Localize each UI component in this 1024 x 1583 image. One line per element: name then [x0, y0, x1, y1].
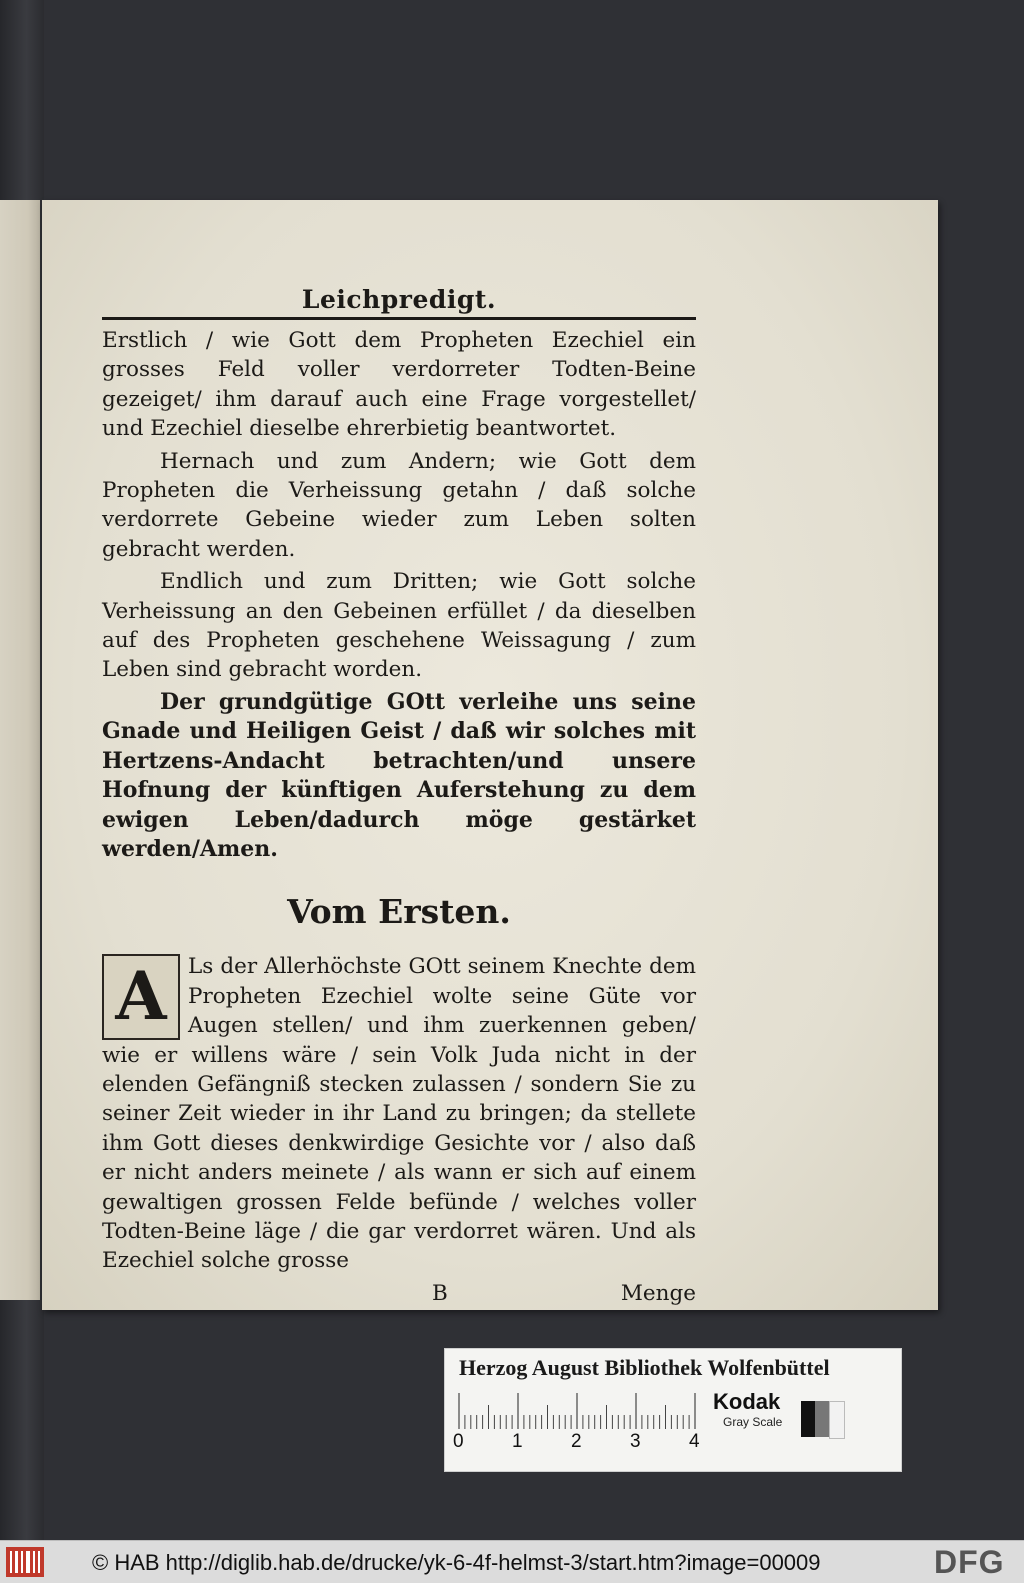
ruler-numbers — [453, 1431, 713, 1455]
facing-page-edge — [0, 200, 40, 1300]
section-body: Ls der Allerhöchste GOtt seinem Knechte dem Propheten Ezechiel wolte seine Güte vor Augen stellen/ und ihm zuerkennen geben/ wie er willens wäre / sein Volk Juda nicht in der elenden Gefängniß stecken zulassen / sondern Sie zu seiner Zeit wieder in ihr Land zu bringen; da stellete ihm Gott dieses denkwirdige Gesichte vor / also daß er nicht anders meinete / als wann er sich auf einem gewaltigen grossen Felde befünde / welches voller Todten-Beine läge / die gar verdorret wären. Und als Ezechiel solche grosse — [102, 954, 696, 1274]
footer-bar — [0, 1540, 1024, 1583]
running-head: Leichpredigt. — [301, 285, 497, 314]
paragraph-first: Erstlich / wie Gott dem Propheten Ezechiel ein grosses Feld voller verdorreter Todten-Beine gezeiget/ ihm darauf auch eine Frage vorgestellet/ und Ezechiel dieselbe ehrerbietig beantwortet. — [102, 328, 696, 442]
head-rule — [102, 317, 696, 320]
catchword: Menge — [620, 1280, 696, 1306]
page-text — [102, 285, 696, 1309]
color-scale-card — [444, 1348, 902, 1472]
paragraph-third: Endlich und zum Dritten; wie Gott solche Verheissung an den Gebeinen erfüllet / da dieselben auf des Propheten geschehene Weissagung / zum Leben sind gebracht worden. — [102, 569, 696, 683]
library-name: Herzog August Bibliothek Wolfenbüttel — [459, 1355, 830, 1380]
paragraph-second: Hernach und zum Andern; wie Gott dem Propheten die Verheissung getahn / daß solche verdorrete Gebeine wieder zum Leben solten gebracht werden. — [102, 448, 696, 562]
kodak-logo: Kodak — [713, 1389, 781, 1414]
ruler-number-0: 0 — [453, 1431, 464, 1452]
signature-mark: B — [432, 1280, 448, 1306]
gray-swatch-black — [801, 1401, 815, 1437]
catchline — [102, 1279, 696, 1309]
ruler-number-1: 1 — [512, 1431, 523, 1452]
section-body-wrap — [102, 952, 696, 1275]
section-title: Vom Ersten. — [287, 892, 511, 932]
gray-swatch-mid — [815, 1401, 829, 1437]
hab-barcode-icon — [6, 1547, 44, 1577]
gray-scale-label: Gray Scale — [723, 1415, 783, 1429]
ruler-number-3: 3 — [630, 1431, 641, 1452]
dfg-logo: DFG — [934, 1544, 1005, 1580]
ruler-ticks — [457, 1393, 697, 1429]
ruler-number-4: 4 — [689, 1431, 700, 1452]
paragraph-prayer: Der grundgütige GOtt verleihe uns seine Gnade und Heiligen Geist / daß wir solches mit Hertzens-Andacht betrachten/und unsere Hofnung der künftigen Auferstehung zu dem ewigen Leben/dadurch möge gestärket werden/Amen. — [102, 688, 696, 862]
footer-source-link[interactable]: © HAB http://diglib.hab.de/drucke/yk-6-4f-helmst-3/start.htm?image=00009 — [92, 1550, 821, 1575]
dropcap-initial: A — [102, 954, 180, 1040]
gray-swatch-white — [829, 1401, 845, 1439]
ruler-number-2: 2 — [571, 1431, 582, 1452]
